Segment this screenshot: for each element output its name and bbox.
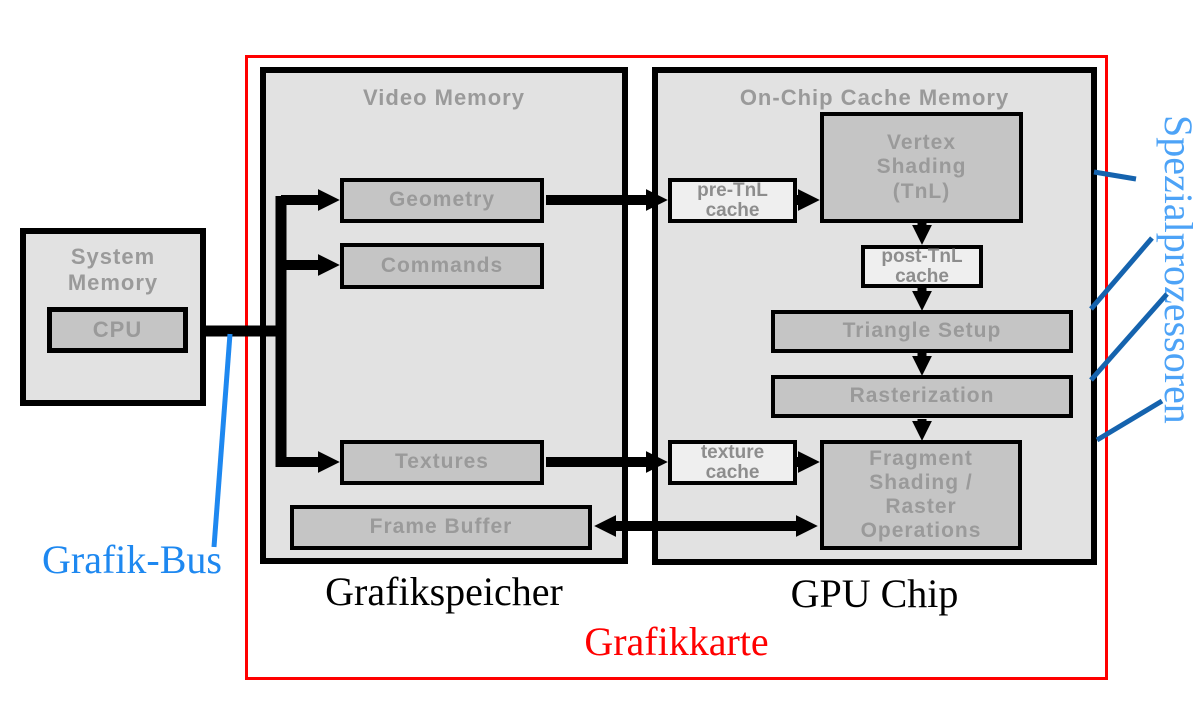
textures-label: Textures [395, 450, 489, 474]
on-chip-cache-title: On-Chip Cache Memory [739, 85, 1010, 110]
video-memory-box [260, 67, 628, 564]
system-memory-title: System Memory [67, 244, 159, 295]
triangle-setup-label: Triangle Setup [842, 319, 1002, 343]
grafik-bus-leader-line [214, 334, 230, 547]
grafikspeicher-caption: Grafikspeicher [325, 569, 563, 614]
cpu-label: CPU [92, 317, 143, 343]
fragment-shading-block [820, 440, 1022, 550]
vertex-shading-block [820, 112, 1023, 223]
rasterization-block [771, 375, 1073, 418]
pre-tnl-cache-block [668, 178, 797, 223]
texture-cache-label: texture cache [700, 441, 765, 483]
geometry-block [340, 178, 544, 223]
post-tnl-cache-label: post-TnL cache [881, 245, 963, 287]
post-tnl-cache-block [861, 245, 983, 288]
vertex-shading-label: Vertex Shading (TnL) [876, 131, 967, 203]
texture-cache-block [668, 440, 797, 485]
grafikkarte-caption: Grafikkarte [584, 619, 769, 664]
geometry-label: Geometry [388, 188, 496, 212]
textures-block [340, 440, 544, 485]
pre-tnl-cache-label: pre-TnL cache [697, 179, 768, 221]
video-memory-title: Video Memory [363, 85, 525, 110]
frame-buffer-block [290, 505, 592, 550]
triangle-setup-block [771, 310, 1073, 353]
cpu-box [47, 307, 188, 353]
grafik-bus-caption: Grafik-Bus [42, 537, 222, 582]
spezialprozessoren-caption: Spezialprozessoren [1156, 115, 1201, 424]
fragment-shading-label: Fragment Shading / Raster Operations [860, 446, 982, 543]
gpu-chip-caption: GPU Chip [790, 571, 959, 616]
frame-buffer-label: Frame Buffer [369, 515, 513, 539]
rasterization-label: Rasterization [849, 384, 995, 408]
commands-label: Commands [380, 253, 504, 277]
commands-block [340, 243, 544, 289]
